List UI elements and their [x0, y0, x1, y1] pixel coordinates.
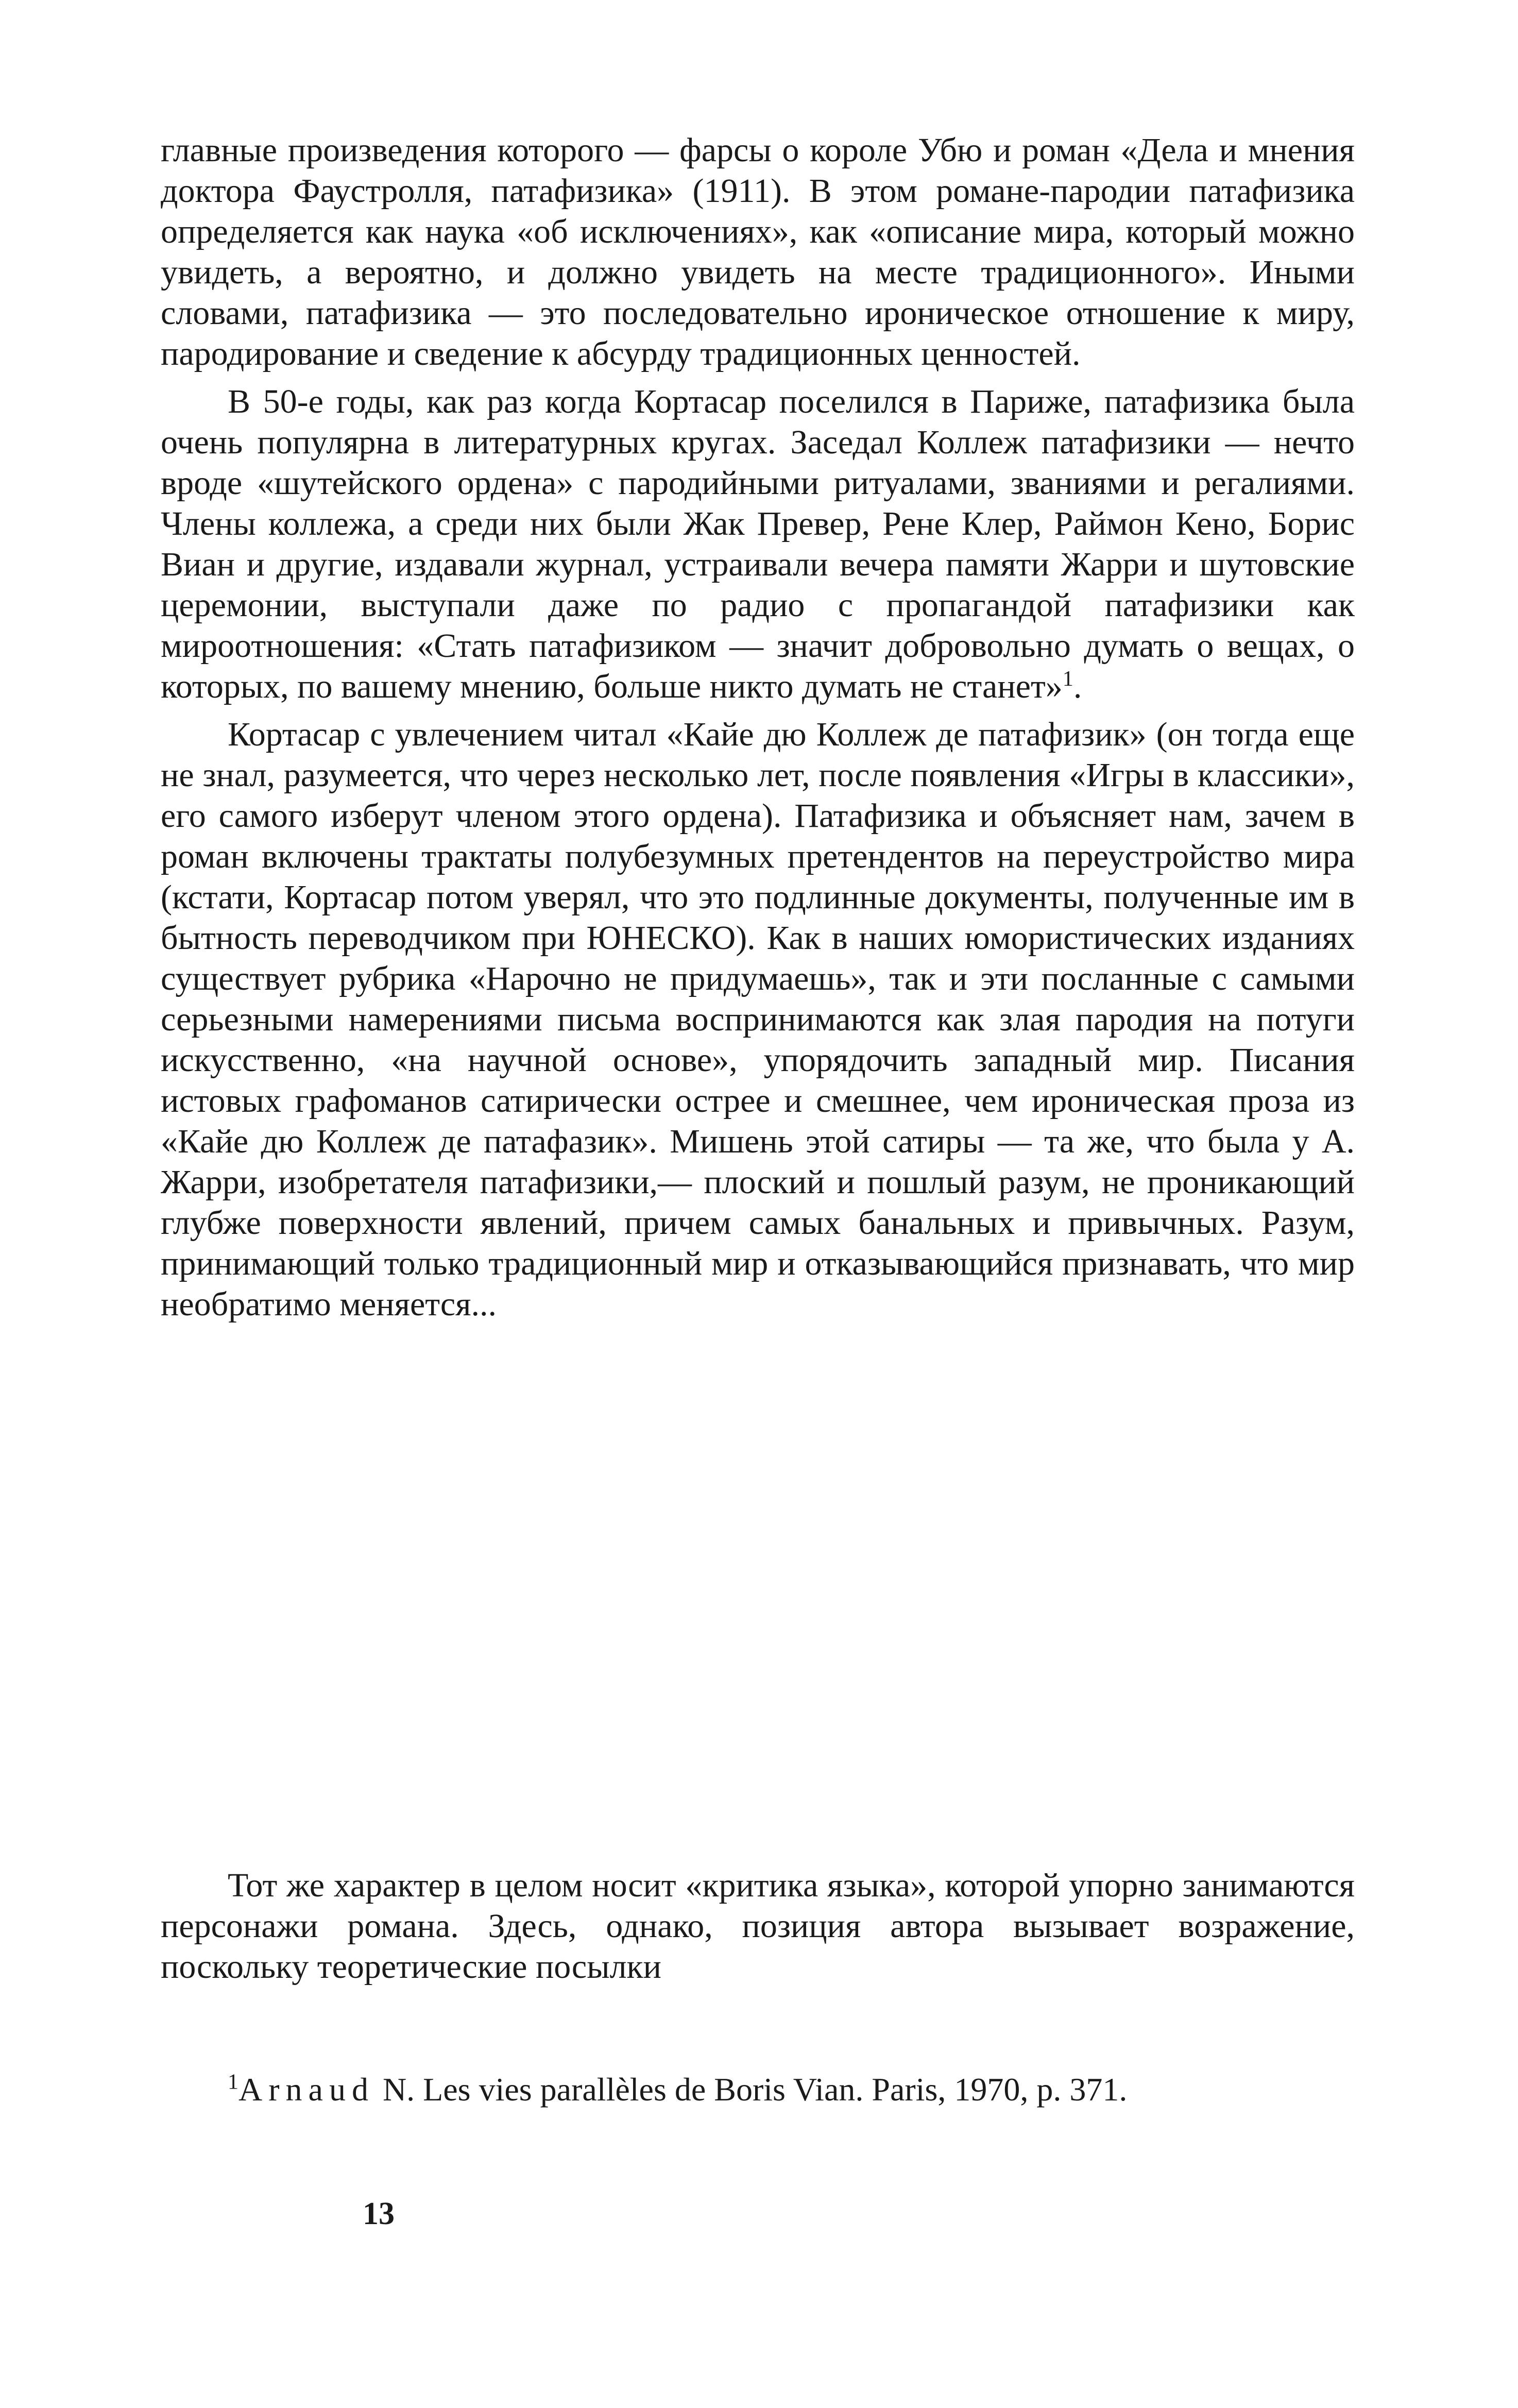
- footnote-text: N. Les vies parallèles de Boris Vian. Paris, 1970, p. 371.: [374, 2071, 1128, 2108]
- paragraph-language-critique: Тот же характер в целом носит «критика языка», которой упорно занимаются персонажи романа. Здесь, однако, позиция автора вызывает возражение, поскольку теоретические посылки: [161, 1867, 1355, 1986]
- paragraph-pataphysics-college: [161, 381, 1355, 707]
- footnote-mark: 1: [228, 2070, 238, 2094]
- paragraph-end: .: [1073, 668, 1082, 705]
- page-number: 13: [363, 2196, 395, 2231]
- paragraph-continuation: главные произведения которого — фарсы о короле Убю и роман «Дела и мнения доктора Фаустролля, патафизика» (1911). В этом романе-пародии патафизика определяется как наука «об исключениях», как «описание мира, который можно увидеть, а вероятно, и должно увидеть на месте традиционного». Иными словами, патафизика — это последовательно ироническое отношение к миру, пародирование и сведение к абсурду традиционных ценностей.: [161, 131, 1355, 372]
- paragraph-text: В 50-е годы, как раз когда Кортасар поселился в Париже, патафизика была очень популярна в литературных кругах. Заседал Коллеж патафизики — нечто вроде «шутейского ордена» с пародийными ритуалами, званиями и регалиями. Члены коллежа, а среди них были Жак Превер, Рене Клер, Раймон Кено, Борис Виан и другие, издавали журнал, устраивали вечера памяти Жарри и шутовские церемонии, выступали даже по радио с пропагандой патафизики как мироотношения: «Стать патафизиком — значит добровольно думать о вещах, о которых, по вашему мнению, больше никто думать не станет»: [161, 383, 1355, 705]
- paragraph-cortazar-reading: Кортасар с увлечением читал «Кайе дю Коллеж де патафизик» (он тогда еще не знал, разумеется, что через несколько лет, после появления «Игры в классики», его самого изберут членом этого ордена). Патафизика и объясняет нам, зачем в роман включены трактаты полубезумных претендентов на переустройство мира (кстати, Кортасар потом уверял, что это подлинные документы, полученные им в бытность переводчиком при ЮНЕСКО). Как в наших юмористических изданиях существует рубрика «Нарочно не придумаешь», так и эти посланные с самыми серьезными намерениями письма воспринимаются как злая пародия на потуги искусственно, «на научной основе», упорядочить западный мир. Писания истовых графоманов сатирически острее и смешнее, чем ироническая проза из «Кайе дю Коллеж де патафазик». Мишень этой сатиры — та же, что была у А. Жарри, изобретателя патафизики,— плоский и пошлый разум, не проникающий глубже поверхности явлений, причем самых банальных и привычных. Разум, принимающий только традиционный мир и отказывающийся признавать, что мир необратимо меняется...: [161, 716, 1355, 1323]
- footnote-author: Arnaud: [238, 2071, 374, 2108]
- section-text-block: [161, 1865, 1355, 1987]
- footnote: [161, 2070, 1355, 2109]
- main-text-block: [161, 130, 1355, 1325]
- footnote-reference[interactable]: 1: [1062, 667, 1073, 691]
